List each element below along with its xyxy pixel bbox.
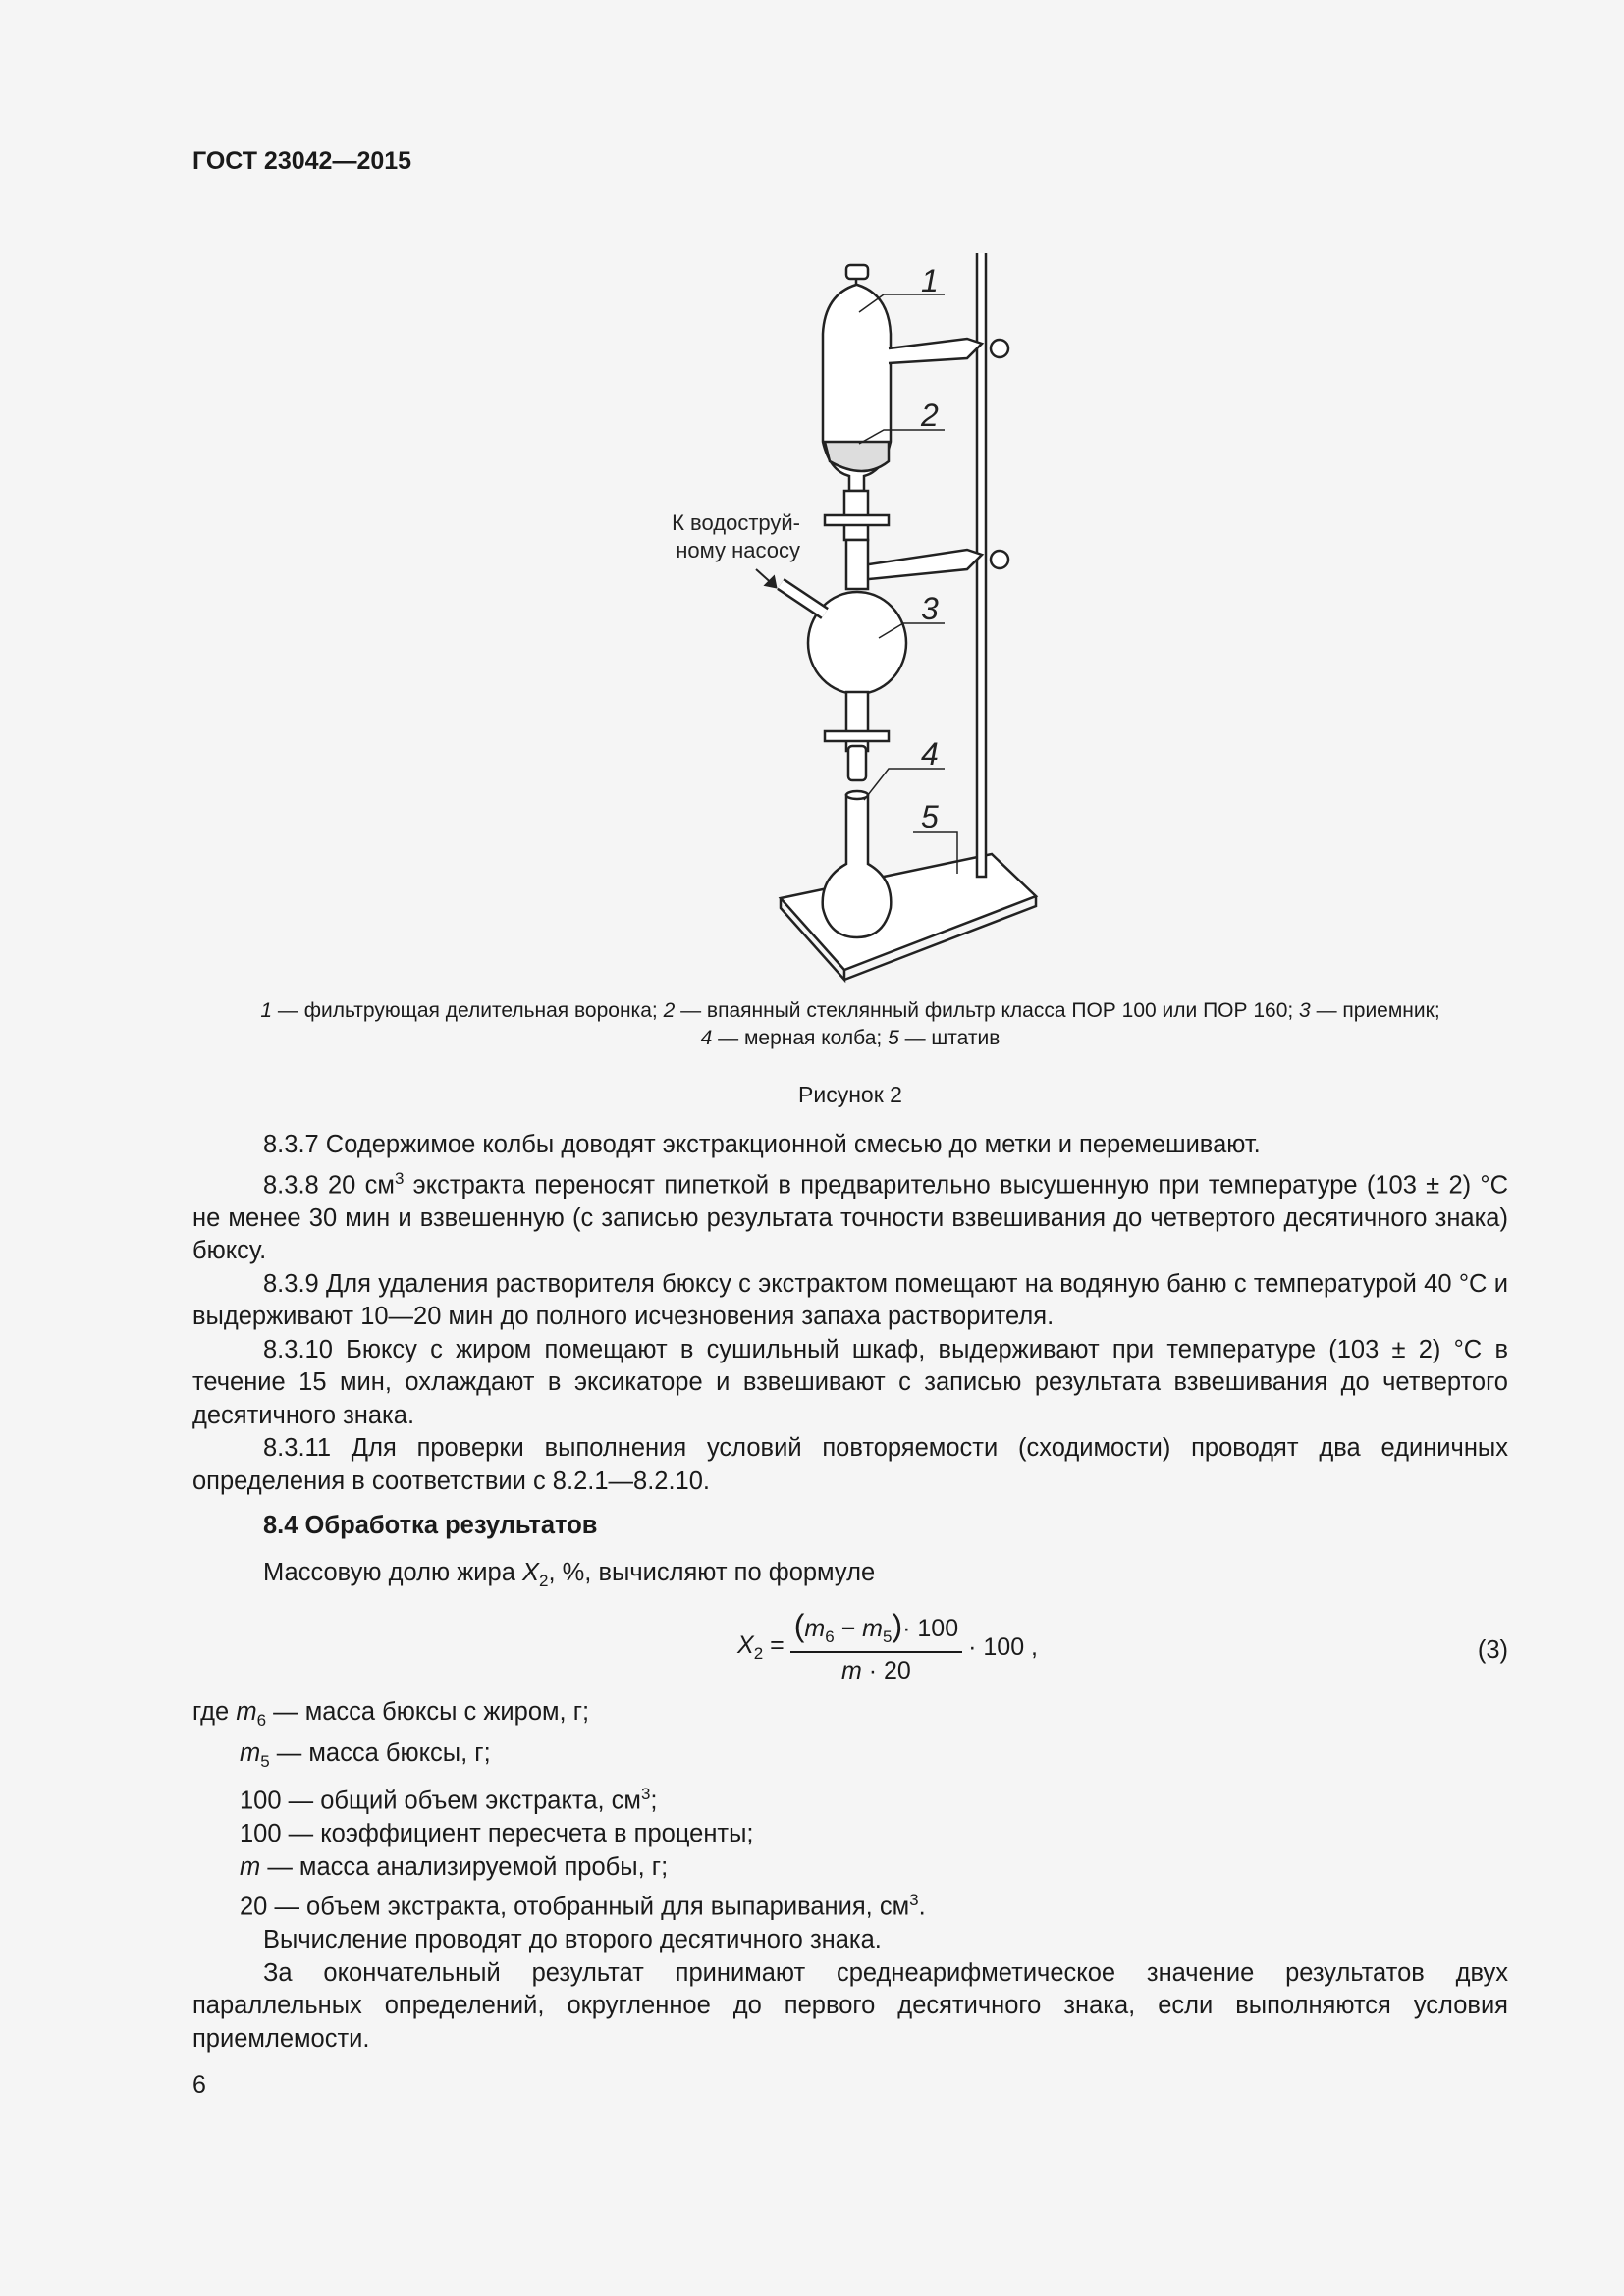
section-title: 8.4 Обработка результатов xyxy=(263,1512,598,1539)
paragraph-8-3-10: 8.3.10 Бюксу с жиром помещают в сушильный шкаф, выдерживают при температуре (103 ± 2) °С в течение 15 мин, охлаждают в эксикаторе и взвешивают с записью результата взвешивания до четвертого десятичного знака. xyxy=(192,1335,1508,1429)
paragraph-calculation: Вычисление проводят до второго десятичного знака. xyxy=(263,1926,882,1954)
figure-label-5: 5 xyxy=(921,799,939,834)
procedure-text xyxy=(192,1129,1508,1498)
figure-label-4: 4 xyxy=(921,736,939,772)
figure-label-3: 3 xyxy=(921,591,939,626)
equation-number: (3) xyxy=(1477,1636,1508,1664)
volumetric-flask xyxy=(823,795,892,937)
definition-100-coefficient: 100 — коэффициент пересчета в проценты; xyxy=(240,1820,754,1848)
paragraph-8-3-9: 8.3.9 Для удаления растворителя бюксу с экстрактом помещают на водяную баню с температурой 40 °С и выдерживают 10—20 мин до полного исчезновения запаха растворителя. xyxy=(192,1269,1508,1330)
formula-lead: Массовую долю жира $X_2$, %, вычисляют по формуле xyxy=(263,1559,876,1591)
definition-m5: $m_5$ — масса бюксы, г; xyxy=(240,1738,491,1771)
paragraph-8-3-8: 8.3.8 20 $см^3$ экстракта переносят пипеткой в предварительно высушенную при температуре (103 ± 2) °С не менее 30 мин и взвешенную (с записью результата точности взвешивания до четвертого десятичного знака) бюксу. xyxy=(192,1168,1509,1264)
formula-3: $X_2$ = $(m_6 - m_5)\cdot 100$ · 100 , m · 20 xyxy=(737,1608,1038,1684)
definition-m: m — масса анализируемой пробы, г; xyxy=(240,1852,669,1881)
figure-caption-line2: 4 — мерная колба; 5 — штатив xyxy=(700,1027,1001,1049)
apparatus-figure xyxy=(628,253,1060,991)
paragraph-8-3-11: 8.3.11 Для проверки выполнения условий повторяемости (сходимости) проводят два единичных определения в соответствии с 8.2.1—8.2.10. xyxy=(192,1434,1508,1495)
figure-label-2: 2 xyxy=(921,398,939,433)
paragraph-8-3-7: 8.3.7 Содержимое колбы доводят экстракционной смесью до метки и перемешивают. xyxy=(263,1131,1261,1158)
page-number: 6 xyxy=(192,2071,206,2099)
pump-note-line1: К водоструй- xyxy=(672,510,800,535)
definition-20: 20 — объем экстракта, отобранный для выпаривания, $см^3$. xyxy=(240,1891,926,1921)
definitions-list xyxy=(192,1696,1508,2056)
paragraph-final-result: За окончательный результат принимают среднеарифметическое значение результатов двух параллельных определений, округленное до первого десятичного знака, если выполняются условия приемлемости. xyxy=(192,1958,1508,2053)
document-header: ГОСТ 23042—2015 xyxy=(192,147,412,175)
definition-100-volume: 100 — общий объем экстракта, $см^3$; xyxy=(240,1785,658,1815)
definition-m6: где $m_6$ — масса бюксы с жиром, г; xyxy=(192,1698,590,1731)
figure-caption-line1: 1 — фильтрующая делительная воронка; 2 — впаянный стеклянный фильтр класса ПОР 100 или ПОР 160; 3 — приемник; xyxy=(260,999,1440,1022)
figure-label-1: 1 xyxy=(921,263,939,298)
figure-title: Рисунок 2 xyxy=(798,1082,902,1107)
pump-note-line2: ному насосу xyxy=(676,538,800,562)
